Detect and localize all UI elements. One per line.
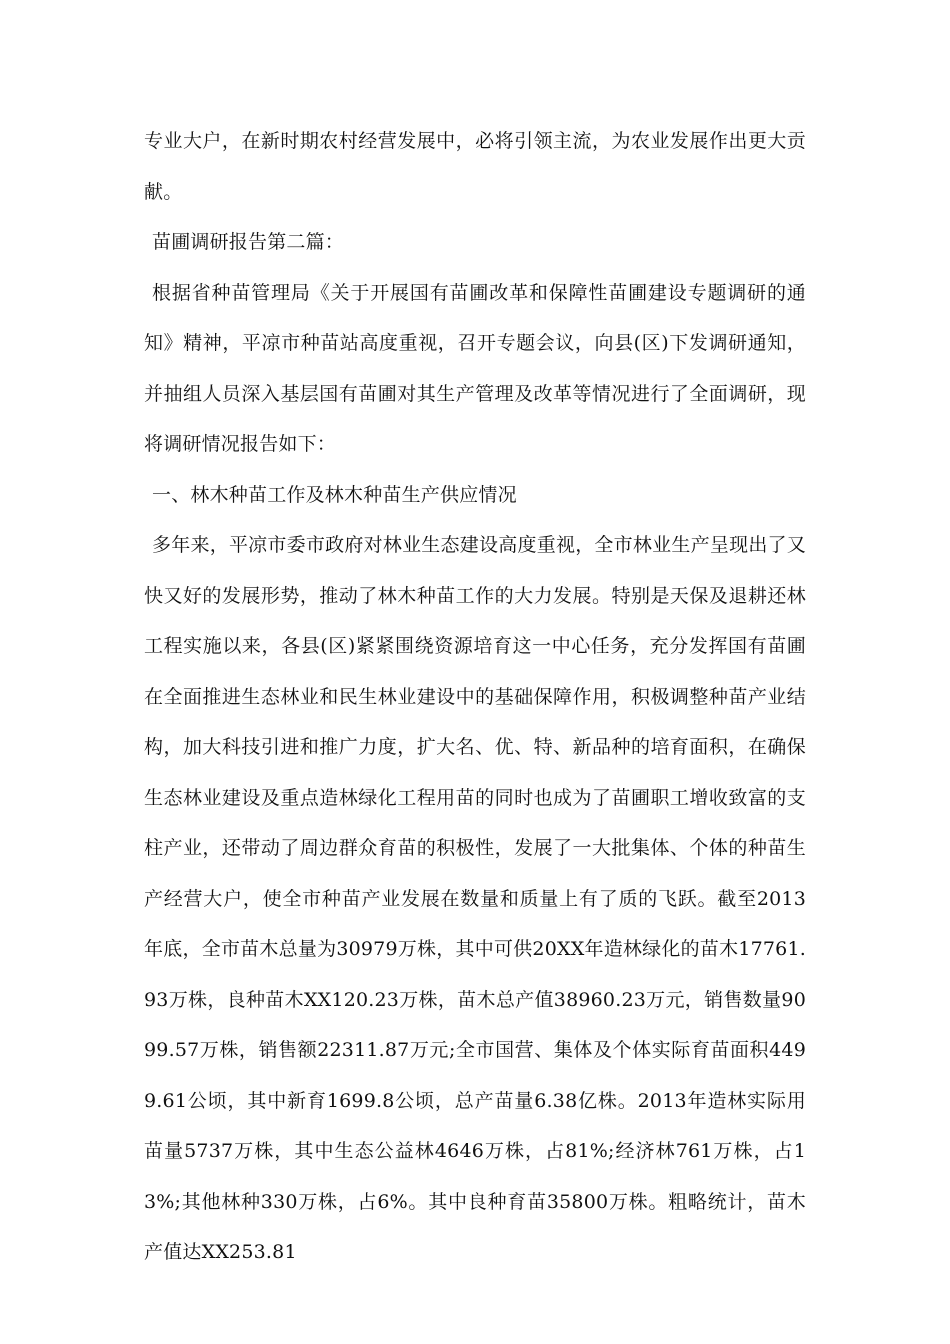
section-heading-1: 一、林木种苗工作及林木种苗生产供应情况: [152, 483, 517, 506]
section-title-second-report: 苗圃调研报告第二篇：: [152, 231, 345, 253]
paragraph-closing-previous: 专业大户，在新时期农村经营发展中，必将引领主流，为农业发展作出更大贡献。: [144, 130, 806, 203]
document-body: [144, 116, 806, 1278]
paragraph-production-supply: 多年来，平凉市委市政府对林业生态建设高度重视，全市林业生产呈现出了又快又好的发展形势，推动了林木种苗工作的大力发展。特别是天保及退耕还林工程实施以来，各县(区)紧紧围绕资源培育这一中心任务，充分发挥国有苗圃在全面推进生态林业和民生林业建设中的基础保障作用，积极调整种苗产业结构，加大科技引进和推广力度，扩大名、优、特、新品种的培育面积，在确保生态林业建设及重点造林绿化工程用苗的同时也成为了苗圃职工增收致富的支柱产业，还带动了周边群众育苗的积极性，发展了一大批集体、个体的种苗生产经营大户，使全市种苗产业发展在数量和质量上有了质的飞跃。截至2013年底，全市苗木总量为30979万株，其中可供20XX年造林绿化的苗木17761.93万株，良种苗木XX120.23万株，苗木总产值38960.23万元，销售数量9099.57万株，销售额22311.87万元;全市国营、集体及个体实际育苗面积4499.61公顷，其中新育1699.8公顷，总产苗量6.38亿株。2013年造林实际用苗量5737万株，其中生态公益林4646万株，占81%;经济林761万株，占13%;其他林种330万株，占6%。其中良种育苗35800万株。粗略统计，苗木产值达XX253.81: [144, 534, 806, 1263]
paragraph-intro: 根据省种苗管理局《关于开展国有苗圃改革和保障性苗圃建设专题调研的通知》精神，平凉市种苗站高度重视，召开专题会议，向县(区)下发调研通知，并抽组人员深入基层国有苗圃对其生产管理及改革等情况进行了全面调研，现将调研情况报告如下：: [144, 281, 806, 455]
